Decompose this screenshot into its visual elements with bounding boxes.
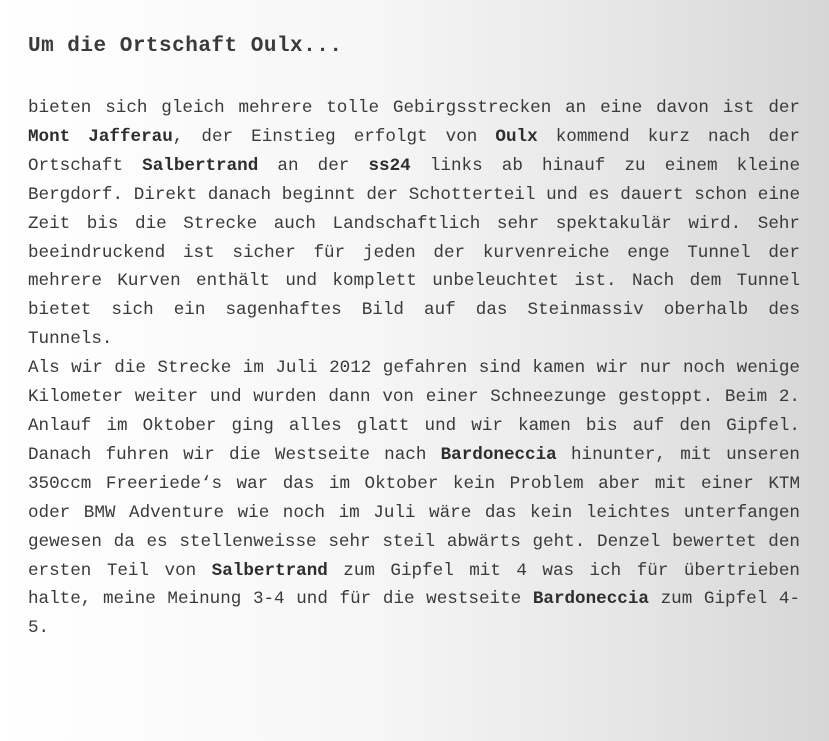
text-segment: links ab hinauf zu einem kleine Bergdorf. Direkt danach beginnt der Schotterteil und es dauert schon eine Zeit bis die Strecke auch Landschaftlich sehr spektakulär wird. Sehr beeindruckend ist sicher für jeden der kurvenreiche enge Tunnel der mehrere Kurven enthält und komplett unbeleuchtet ist. Nach dem Tunnel bietet sich ein sagenhaftes Bild auf das Steinmassiv oberhalb des Tunnels. bbox=[28, 155, 800, 350]
text-segment: , der Einstieg erfolgt von bbox=[172, 126, 496, 147]
text-segment: kommend kurz nach der Ortschaft bbox=[28, 126, 800, 176]
article bbox=[28, 32, 800, 643]
paragraph-2 bbox=[28, 354, 800, 643]
bold-term: Salbertrand bbox=[142, 155, 259, 176]
text-segment: hinunter, mit unseren 350ccm Freeriede‘s war das im Oktober kein Problem aber mit einer KTM oder BMW Adventure wie noch im Juli wäre das kein leichtes unterfangen gewesen da es stellenweisse sehr steil abwärts geht. Denzel bewertet den ersten Teil von bbox=[28, 444, 800, 581]
text-segment: bieten sich gleich mehrere tolle Gebirgsstrecken an eine davon ist der bbox=[28, 98, 800, 118]
bold-term: ss24 bbox=[368, 155, 411, 176]
text-segment: zum Gipfel mit 4 was ich für übertrieben halte, meine Meinung 3-4 und für die westseite bbox=[28, 560, 800, 610]
article-title: Um die Ortschaft Oulx... bbox=[28, 35, 343, 58]
text-segment: an der bbox=[258, 155, 369, 176]
bold-term: Bardoneccia bbox=[532, 589, 649, 610]
text-segment: zum Gipfel 4-5. bbox=[28, 589, 801, 639]
text-segment: Als wir die Strecke im Juli 2012 gefahren sind kamen wir nur noch wenige Kilometer weiter und wurden dann von einer Schneezunge gestoppt. Beim 2. Anlauf im Oktober ging alles glatt und wir kamen bis auf den Gipfel. Danach fuhren wir die Westseite nach bbox=[28, 358, 800, 465]
bold-term: Oulx bbox=[495, 126, 538, 147]
bold-term: Mont Jafferau bbox=[28, 126, 173, 147]
paragraph-1 bbox=[28, 94, 800, 354]
bold-term: Salbertrand bbox=[211, 560, 328, 581]
bold-term: Bardoneccia bbox=[440, 444, 557, 465]
